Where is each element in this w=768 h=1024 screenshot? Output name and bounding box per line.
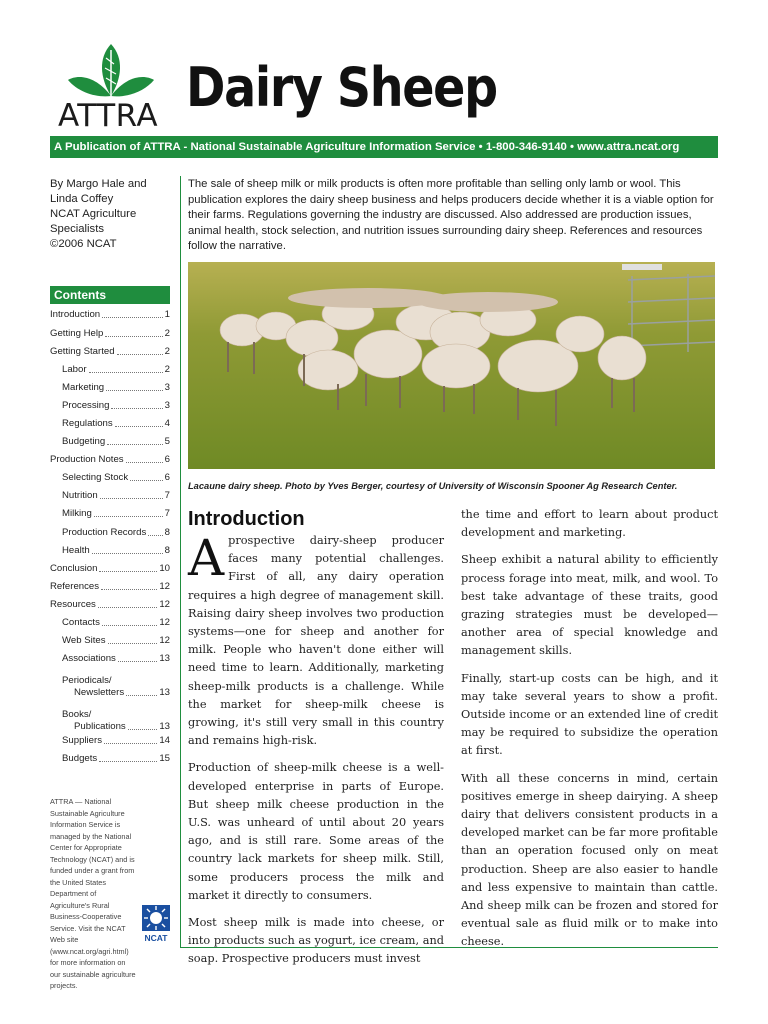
author-block <box>50 177 175 252</box>
toc-item <box>50 328 170 340</box>
toc-page-number: 4 <box>164 418 170 429</box>
toc-leader <box>104 743 157 744</box>
toc-leader <box>89 372 163 373</box>
toc-label: Labor <box>62 364 87 375</box>
abstract-text: The sale of sheep milk or milk products is often more profitable than selling only lamb or wool. This publication explores the dairy sheep business and helps producers decide whether it is a viable option for their farms. Regulations governing the industry are discussed. Also addressed are production issues, animal health, stock selection, and nutrition issues surrounding dairy sheep. References and resources follow the narrative. <box>188 178 714 252</box>
toc-leader <box>111 408 162 409</box>
toc-item <box>50 675 170 699</box>
toc-leader <box>102 317 163 318</box>
toc-page-number: 12 <box>159 635 170 646</box>
article-paragraph: the time and effort to learn about product development and marketing. <box>461 508 718 540</box>
toc-item <box>50 709 170 733</box>
toc-item <box>50 508 170 520</box>
toc-label: Associations <box>62 653 116 664</box>
sheep-photo <box>188 262 715 469</box>
toc-leader <box>128 729 158 730</box>
toc-line <box>50 721 170 733</box>
toc-page-number: 5 <box>164 436 170 447</box>
toc-page-number: 12 <box>159 599 170 610</box>
toc-page-number: 1 <box>164 309 170 320</box>
article-paragraph: Sheep exhibit a natural ability to efficiently process forage into meat, milk, and wool. To best take advantage of these traits, good grazing strategies must be developed—another area of special knowledge and management skills. <box>461 553 718 658</box>
toc-label: Processing <box>62 400 110 411</box>
author-line: NCAT Agriculture <box>50 208 137 220</box>
toc-leader <box>126 462 163 463</box>
toc-item <box>50 653 170 665</box>
author-line: Specialists <box>50 223 104 235</box>
toc-label: Introduction <box>50 309 101 320</box>
toc-item <box>50 418 170 430</box>
toc-page-number: 13 <box>159 721 170 732</box>
toc-page-number: 12 <box>159 581 170 592</box>
toc-leader <box>99 571 157 572</box>
toc-page-number: 2 <box>164 346 170 357</box>
toc-label: Resources <box>50 599 96 610</box>
column-divider <box>180 176 181 948</box>
drop-cap: A <box>188 529 225 587</box>
toc-page-number: 3 <box>164 382 170 393</box>
toc-label: Production Notes <box>50 454 124 465</box>
toc-page-number: 8 <box>164 545 170 556</box>
toc-item <box>50 753 170 765</box>
contents-heading: Contents <box>50 286 170 304</box>
toc-label: Marketing <box>62 382 105 393</box>
toc-page-number: 7 <box>164 508 170 519</box>
toc-label: Milking <box>62 508 92 519</box>
article-paragraph <box>188 529 444 750</box>
toc-item <box>50 436 170 448</box>
toc-item <box>50 400 170 412</box>
toc-leader <box>118 661 157 662</box>
toc-leader <box>126 695 157 696</box>
toc-leader <box>92 553 163 554</box>
toc-leader <box>102 625 157 626</box>
toc-item <box>50 309 170 321</box>
toc-item <box>50 563 170 575</box>
toc-page-number: 6 <box>164 472 170 483</box>
toc-leader <box>107 444 162 445</box>
toc-page-number: 13 <box>159 653 170 664</box>
toc-label: Publications <box>74 721 126 732</box>
toc-leader <box>100 498 163 499</box>
toc-leader <box>115 426 163 427</box>
article-paragraph: Production of sheep-milk cheese is a well-developed enterprise in parts of Europe. But sheep milk cheese production in the U.S. was unheard of until about 20 years ago, and is still rare. Some areas of the country lack markets for sheep milk. Still, some producers process the milk and market it directly to consumers. <box>188 761 444 902</box>
toc-label: Budgets <box>62 753 98 764</box>
toc-label: Health <box>62 545 90 556</box>
toc-page-number: 2 <box>164 364 170 375</box>
toc-leader <box>98 607 157 608</box>
attra-description: ATTRA — National Sustainable Agriculture Information Service is managed by the National Center for Appropriate Technology (NCAT) and is funded under a grant from the United States Department of Agriculture's Rural Business-Cooperative Service. Visit the NCAT Web site (www.ncat.org/agri.html) for more information on our sustainable agriculture projects. <box>50 797 136 990</box>
article-column-left <box>188 506 444 978</box>
page-title: Dairy Sheep <box>186 56 497 119</box>
toc-leader <box>130 480 163 481</box>
toc-item <box>50 581 170 593</box>
toc-page-number: 13 <box>159 687 170 698</box>
toc-item <box>50 635 170 647</box>
toc-page-number: 6 <box>164 454 170 465</box>
toc-item <box>50 346 170 358</box>
section-heading: Introduction <box>188 508 305 530</box>
toc-label: Budgeting <box>62 436 106 447</box>
toc-item <box>50 617 170 629</box>
toc-item <box>50 490 170 502</box>
article-paragraph: With all these concerns in mind, certain positives emerge in sheep dairying. A sheep dairy that delivers consistent products in a developed market can be far more profitable than an operation focused only on meat production. Sheep are also easier to handle and less expensive to maintain than cattle. And sheep milk can be frozen and stored for eventual sale as fluid milk or to make into cheese. <box>461 771 718 949</box>
toc-label: Getting Help <box>50 328 104 339</box>
toc-label: References <box>50 581 100 592</box>
toc-item <box>50 545 170 557</box>
toc-leader <box>105 336 162 337</box>
attra-logo-wordmark: ATTRA <box>58 98 159 134</box>
toc-label: Books/ <box>62 709 92 720</box>
article-paragraph: Finally, start-up costs can be high, and it may take several years to show a profit. Outside income or an extended line of credit may be required to subsidize the operation at first. <box>461 671 718 758</box>
toc-item <box>50 527 170 539</box>
paragraph-text: prospective dairy-sheep producer faces many potential challenges. First of all, any dairy operation requires a high degree of management skill. Raising dairy sheep involves two production systems—one for sheep and another for milk. People who haven't done either will need time to learn. Additionally, marketing sheep-milk products is a challenge. While the market for sheep-milk cheese is growing, it's still very small in this country and remains high-risk. <box>188 534 444 748</box>
toc-label: Periodicals/ <box>62 675 112 686</box>
toc-leader <box>106 390 163 391</box>
toc-page-number: 15 <box>159 753 170 764</box>
ncat-logo-icon <box>140 903 172 943</box>
toc-label: Nutrition <box>62 490 98 501</box>
publication-banner: A Publication of ATTRA - National Sustainable Agriculture Information Service • 1-800-346-9140 • www.attra.ncat.org <box>50 136 718 158</box>
toc-page-number: 3 <box>164 400 170 411</box>
toc-leader <box>99 761 157 762</box>
toc-page-number: 12 <box>159 617 170 628</box>
toc-label: Selecting Stock <box>62 472 129 483</box>
toc-label: Newsletters <box>74 687 125 698</box>
toc-leader <box>148 535 162 536</box>
author-line: Linda Coffey <box>50 193 114 205</box>
toc-page-number: 2 <box>164 328 170 339</box>
ncat-logo-word: NCAT <box>144 933 168 943</box>
toc-leader <box>101 589 157 590</box>
toc-item <box>50 364 170 376</box>
toc-page-number: 10 <box>159 563 170 574</box>
toc-item <box>50 382 170 394</box>
toc-label: Web Sites <box>62 635 106 646</box>
toc-leader <box>94 516 163 517</box>
toc-page-number: 14 <box>159 735 170 746</box>
toc-label: Suppliers <box>62 735 102 746</box>
toc-item <box>50 735 170 747</box>
article-paragraph: Most sheep milk is made into cheese, or into products such as yogurt, ice cream, and soap. Prospective producers must invest <box>188 916 444 966</box>
toc-label: Production Records <box>62 527 147 538</box>
toc-label: Regulations <box>62 418 113 429</box>
toc-label: Conclusion <box>50 563 98 574</box>
toc-page-number: 7 <box>164 490 170 501</box>
author-line: By Margo Hale and <box>50 178 147 190</box>
toc-label: Contacts <box>62 617 100 628</box>
toc-item <box>50 599 170 611</box>
toc-page-number: 8 <box>164 527 170 538</box>
toc-leader <box>108 643 158 644</box>
toc-item <box>50 472 170 484</box>
toc-item <box>50 454 170 466</box>
toc-leader <box>117 354 163 355</box>
author-line: ©2006 NCAT <box>50 238 117 250</box>
article-column-right <box>461 506 718 961</box>
toc-label: Getting Started <box>50 346 115 357</box>
toc-line <box>50 687 170 699</box>
photo-caption: Lacaune dairy sheep. Photo by Yves Berger, courtesy of University of Wisconsin Spooner Ag Research Center. <box>188 481 678 491</box>
